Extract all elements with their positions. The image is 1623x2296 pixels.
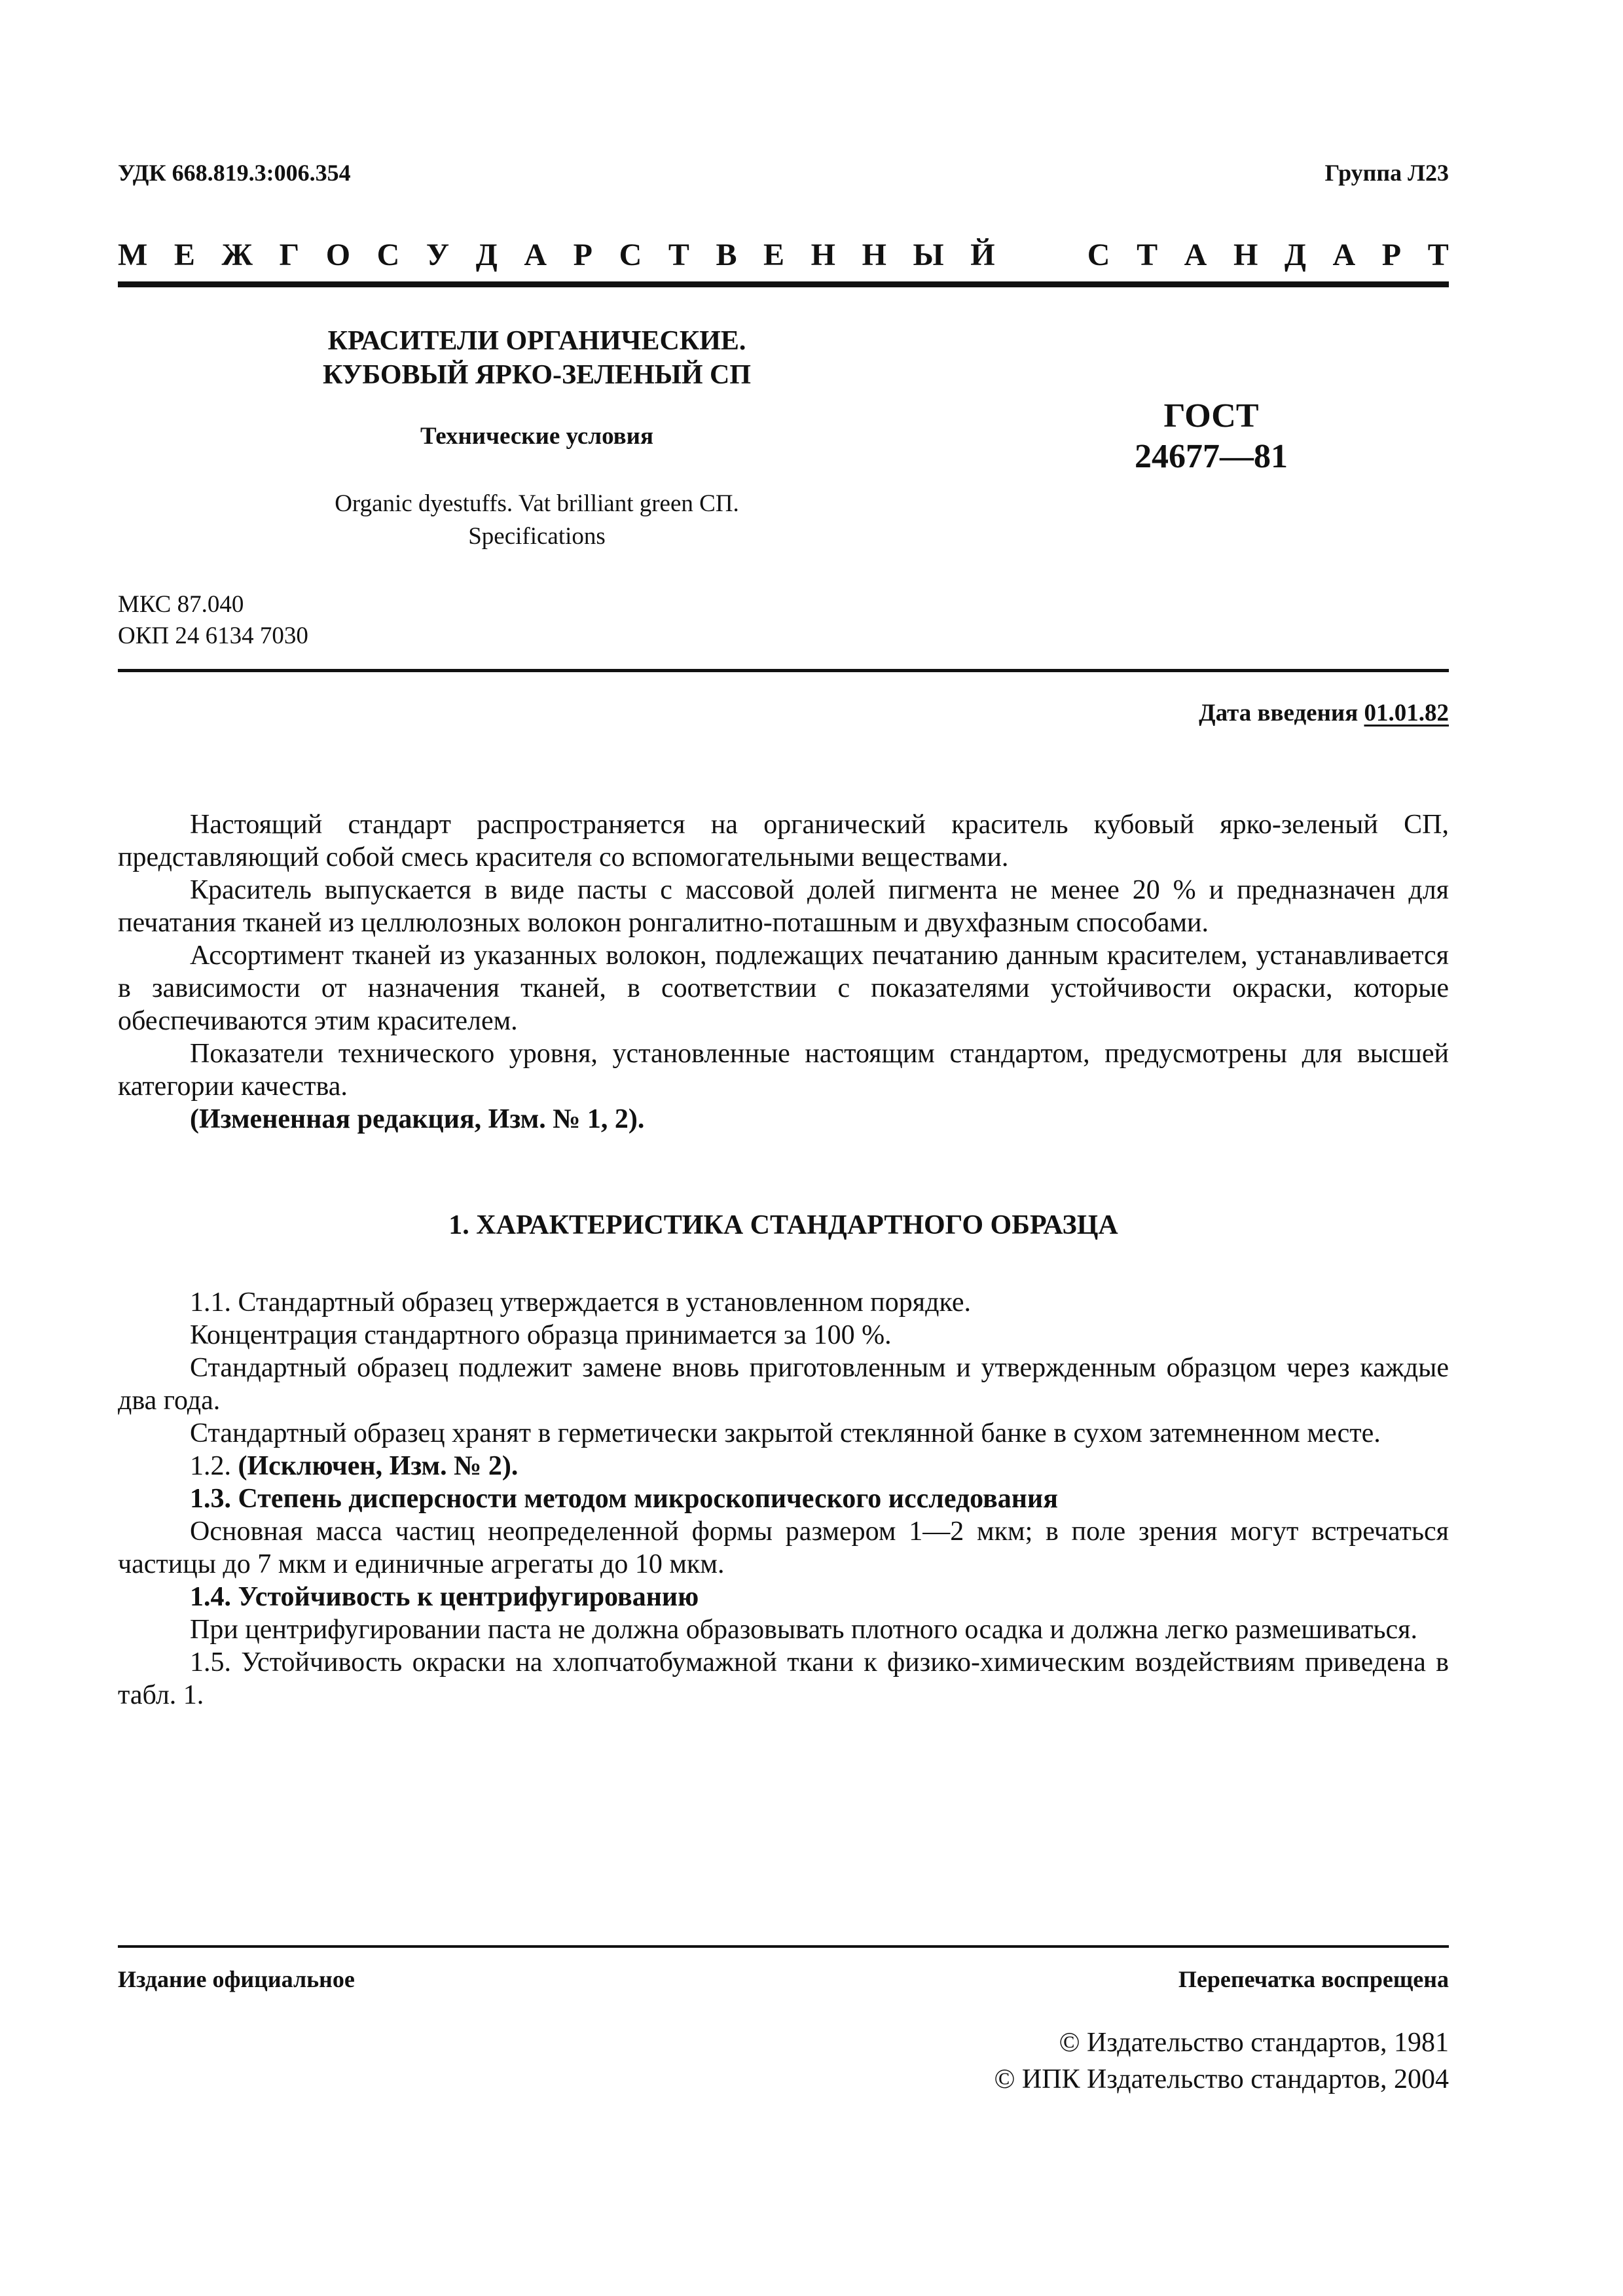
banner-letter: Р	[1381, 238, 1402, 272]
gost-number	[1074, 396, 1349, 477]
paragraph: Показатели технического уровня, установленные настоящим стандартом, предусмотрены для высшей категории качества.	[118, 1039, 1449, 1102]
paragraph: Ассортимент тканей из указанных волокон, подлежащих печатанию данным красителем, устанавливается в зависимости от назначения тканей, в соответствии с показателями устойчивости окраски, которые обеспечиваются этим красителем.	[118, 941, 1449, 1036]
banner-letter: В	[716, 238, 737, 272]
title-line-2: КУБОВЫЙ ЯРКО-ЗЕЛЕНЫЙ СП	[322, 360, 752, 390]
banner-letter: М	[118, 238, 148, 272]
banner-letter: С	[619, 238, 642, 272]
banner-letter: Т	[668, 238, 689, 272]
official-edition: Издание официальное	[118, 1966, 355, 1992]
banner-gap	[1021, 237, 1061, 273]
mks-code: МКС 87.040	[118, 591, 244, 618]
paragraph: Настоящий стандарт распространяется на органический краситель кубовый ярко-зеленый СП, представляющий собой смесь красителя со вспомогательными веществами.	[118, 810, 1449, 872]
section-heading: 1. ХАРАКТЕРИСТИКА СТАНДАРТНОГО ОБРАЗЦА	[448, 1210, 1118, 1240]
banner-letter: Й	[970, 238, 995, 272]
paragraph: Краситель выпускается в виде пасты с массовой долей пигмента не менее 20 % и предназначен для печатания тканей из целлюлозных волокон ронгалитно-поташным и двухфазным способами.	[118, 875, 1449, 938]
codes-rule	[118, 669, 1449, 672]
paragraph: При центрифугировании паста не должна образовывать плотного осадка и должна легко размешиваться.	[190, 1615, 1417, 1645]
clause-number: 1.2.	[190, 1451, 238, 1481]
english-title-line-1: Organic dyestuffs. Vat brilliant green СП.	[335, 490, 739, 517]
amendment-note: (Измененная редакция, Изм. № 1, 2).	[190, 1104, 645, 1134]
banner-letter: Г	[279, 238, 300, 272]
standard-banner	[118, 237, 1449, 273]
udk-code: УДК 668.819.3:006.354	[118, 160, 351, 186]
banner-letter: Ы	[913, 238, 944, 272]
paragraph: Концентрация стандартного образца принимается за 100 %.	[190, 1320, 892, 1350]
clause-heading: 1.3. Степень дисперсности методом микроскопического исследования	[190, 1484, 1058, 1514]
banner-letter: С	[1087, 238, 1110, 272]
header-rule	[118, 281, 1449, 287]
banner-letter: Е	[173, 238, 195, 272]
section-1-text	[118, 1286, 1449, 1712]
classification-codes	[118, 589, 308, 652]
paragraph: 1.1. Стандартный образец утверждается в установленном порядке.	[190, 1287, 971, 1318]
banner-letter: С	[376, 238, 400, 272]
copyright-line-1: © Издательство стандартов, 1981	[1059, 2028, 1449, 2058]
reprint-prohibited: Перепечатка воспрещена	[1178, 1966, 1449, 1992]
effective-date	[1199, 699, 1449, 727]
intro-text	[118, 808, 1449, 1136]
copyright-block	[994, 2024, 1449, 2098]
paragraph: Основная масса частиц неопределенной формы размером 1—2 мкм; в поле зрения могут встречаться частицы до 7 мкм и единичные агрегаты до 10 мкм.	[118, 1516, 1449, 1579]
banner-letter: Н	[811, 238, 835, 272]
banner-letter: Е	[763, 238, 785, 272]
excluded-note: (Исключен, Изм. № 2).	[238, 1451, 519, 1481]
okp-code: ОКП 24 6134 7030	[118, 622, 308, 649]
banner-letter: Т	[1137, 238, 1158, 272]
paragraph: Стандартный образец подлежит замене вновь приготовленным и утвержденным образцом через каждые два года.	[118, 1353, 1449, 1416]
english-title	[288, 488, 786, 553]
banner-letter: Т	[1427, 238, 1449, 272]
document-subtitle: Технические условия	[420, 423, 653, 450]
date-label: Дата введения	[1199, 700, 1364, 726]
footer-rule	[118, 1945, 1449, 1948]
banner-letter: У	[426, 238, 450, 272]
banner-letter: Н	[1233, 238, 1258, 272]
paragraph: Стандартный образец хранят в герметически закрытой стеклянной банке в сухом затемненном месте.	[190, 1418, 1381, 1448]
banner-letter: Н	[862, 238, 886, 272]
document-title	[288, 324, 786, 392]
group-code: Группа Л23	[1324, 160, 1449, 186]
paragraph	[118, 1450, 1449, 1482]
copyright-line-2: © ИПК Издательство стандартов, 2004	[994, 2064, 1449, 2094]
banner-letter: Ж	[221, 238, 253, 272]
gost-label: ГОСТ	[1163, 397, 1259, 435]
gost-code: 24677—81	[1135, 438, 1288, 475]
banner-letter: А	[524, 238, 547, 272]
paragraph: 1.5. Устойчивость окраски на хлопчатобумажной ткани к физико-химическим воздействиям приведена в табл. 1.	[118, 1647, 1449, 1710]
banner-letter: О	[325, 238, 351, 272]
date-value: 01.01.82	[1364, 700, 1449, 726]
banner-letter: Д	[1284, 238, 1306, 272]
banner-letter: А	[1184, 238, 1207, 272]
clause-heading: 1.4. Устойчивость к центрифугированию	[190, 1582, 699, 1612]
title-line-1: КРАСИТЕЛИ ОРГАНИЧЕСКИЕ.	[327, 326, 746, 356]
english-title-line-2: Specifications	[468, 523, 606, 550]
banner-letter: Р	[573, 238, 593, 272]
banner-letter: Д	[475, 238, 498, 272]
banner-letter: А	[1332, 238, 1356, 272]
